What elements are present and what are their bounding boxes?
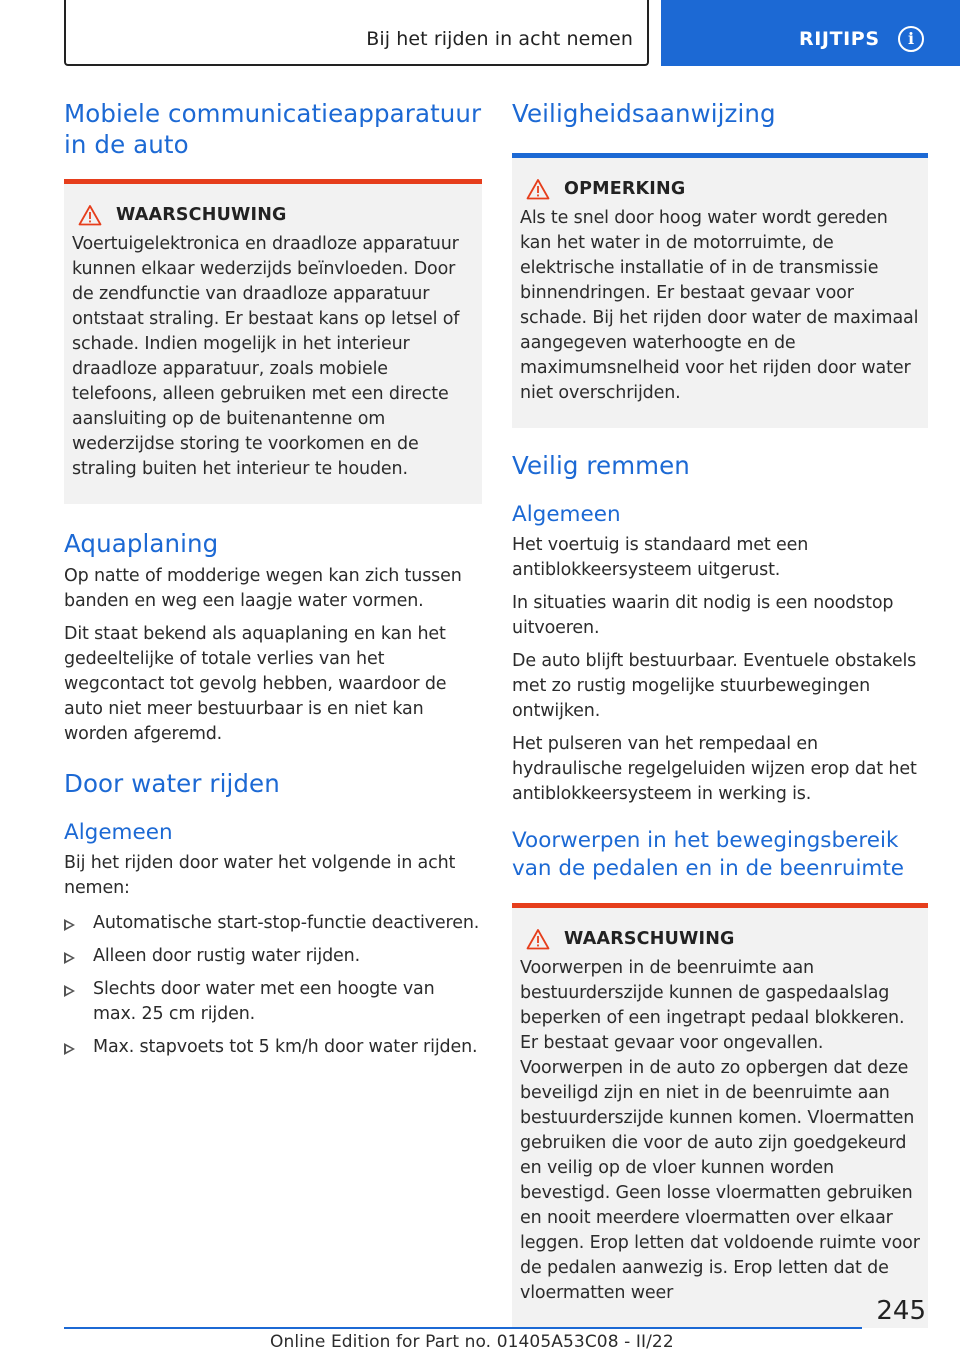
- header-chapter-tab[interactable]: [661, 0, 960, 66]
- footer-divider: [64, 1327, 862, 1329]
- arrow-bullet-icon: [64, 952, 75, 964]
- arrow-bullet-icon: [64, 985, 75, 997]
- heading-safe-braking: Veilig remmen: [512, 451, 690, 480]
- header-section-box: [64, 0, 649, 66]
- paragraph: In situaties waarin dit nodig is een noodstop uitvoeren.: [512, 593, 894, 638]
- list-item: Automatische start-stop-functie deactiveren.: [64, 911, 482, 936]
- warning-text: Voertuigelektronica en draadloze apparatuur kunnen elkaar wederzijds beïnvloeden. Door de zendfunctie van draadloze apparatuur ontstaat straling. Er bestaat kans op letsel of schade. Indien mogelijk in het interieur draadloze apparatuur, zoals mobiele telefoons, alleen gebruiken met een directe aansluiting op de buitenantenne om wederzijdse storing te voorkomen en de straling buiten het interieur te houden.: [72, 234, 460, 479]
- right-column: [512, 98, 928, 1328]
- paragraph: Dit staat bekend als aquaplaning en kan het gedeeltelijke of totale verlies van het wegcontact tot gevolg hebben, waardoor de auto niet meer bestuurbaar is en niet kan worden afgeremd.: [64, 624, 447, 744]
- left-column: [64, 98, 482, 1068]
- note-header: [526, 178, 920, 200]
- paragraph: Het voertuig is standaard met een antiblokkeersysteem uitgerust.: [512, 535, 809, 580]
- note-box: [512, 153, 928, 428]
- chapter-title: RIJTIPS: [799, 28, 880, 50]
- warning-triangle-icon: [526, 928, 550, 950]
- warning-label: WAARSCHUWING: [564, 929, 735, 949]
- arrow-bullet-icon: [64, 1043, 75, 1055]
- warning-text: Voorwerpen in de beenruimte aan bestuurderszijde kunnen de gaspedaalslag beperken of een ingetrapt pedaal blokkeren. Er bestaat gevaar voor ongevallen. Voorwerpen in de auto zo opbergen dat deze beveiligd zijn en niet in de beenruimte aan bestuurderszijde kunnen komen. Vloermatten gebruiken die voor de auto zijn goedgekeurd en veilig op de vloer kunnen worden bevestigd. Geen losse vloermatten gebruiken en nooit meerdere vloermatten over elkaar leggen. Erop letten dat voldoende ruimte voor de pedalen aanwezig is. Erop letten dat de vloermatten weer: [520, 958, 920, 1303]
- warning-box-pedals: [512, 903, 928, 1328]
- list-item: Max. stapvoets tot 5 km/h door water rijden.: [64, 1035, 482, 1060]
- subheading-objects: Voorwerpen in het bewegingsbereik van de pedalen en in de beenruimte: [512, 828, 905, 881]
- warning-header: [526, 928, 920, 950]
- warning-box-mobile: [64, 179, 482, 504]
- arrow-bullet-icon: [64, 919, 75, 931]
- section-title: Bij het rijden in acht nemen: [366, 28, 633, 50]
- list-item: Alleen door rustig water rijden.: [64, 944, 482, 969]
- subheading-general: Algemeen: [64, 820, 173, 845]
- info-icon: i: [898, 26, 924, 52]
- heading-water-driving: Door water rijden: [64, 769, 280, 798]
- paragraph: Het pulseren van het rempedaal en hydraulische regelgeluiden wijzen erop dat het antiblokkeersysteem in werking is.: [512, 734, 917, 804]
- subheading-general: Algemeen: [512, 502, 621, 527]
- footer-edition: Online Edition for Part no. 01405A53C08 - II/22: [270, 1332, 674, 1352]
- paragraph: Bij het rijden door water het volgende in acht nemen:: [64, 853, 456, 898]
- note-text: Als te snel door hoog water wordt gereden kan het water in de motorruimte, de elektrische installatie of in de transmissie binnendringen. Er bestaat gevaar voor schade. Bij het rijden door water de maximaal aangegeven waterhoogte en de maximumsnelheid voor het rijden door water niet overschrijden.: [520, 208, 919, 403]
- list-item: Slechts door water met een hoogte van max. 25 cm rijden.: [64, 977, 482, 1027]
- paragraph: De auto blijft bestuurbaar. Eventuele obstakels met zo rustig mogelijke stuurbewegingen ontwijken.: [512, 651, 917, 721]
- heading-safety: Veiligheidsaanwijzing: [512, 99, 776, 128]
- heading-mobile-devices: Mobiele communicatieapparatuur in de auto: [64, 99, 482, 159]
- warning-label: WAARSCHUWING: [116, 205, 287, 225]
- heading-aquaplaning: Aquaplaning: [64, 529, 219, 558]
- water-list: [64, 911, 482, 1060]
- note-label: OPMERKING: [564, 179, 686, 199]
- page-number: 245: [876, 1296, 926, 1326]
- warning-header: [78, 204, 474, 226]
- warning-triangle-icon: [526, 178, 550, 200]
- warning-triangle-icon: [78, 204, 102, 226]
- paragraph: Op natte of modderige wegen kan zich tussen banden en weg een laagje water vormen.: [64, 566, 462, 611]
